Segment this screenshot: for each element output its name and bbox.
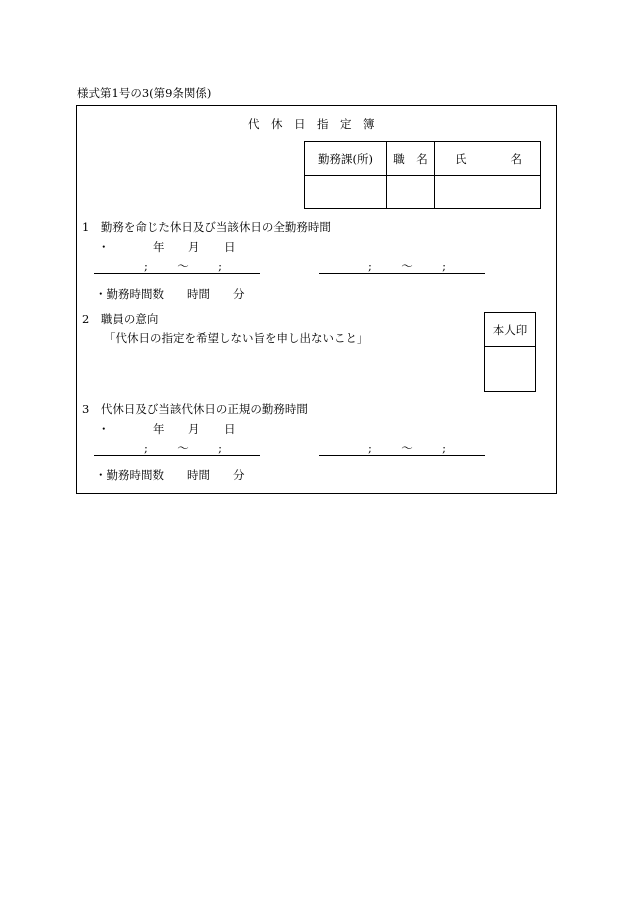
- time-tilde: 〜: [401, 441, 413, 455]
- form-title: 代 休 日 指 定 簿: [248, 117, 375, 131]
- section3-bullet: ・: [98, 422, 110, 436]
- time-colon: ;: [442, 441, 446, 455]
- section3-heading: 3 代休日及び当該代休日の正規の勤務時間: [82, 402, 308, 416]
- section1-bullet: ・: [98, 240, 110, 254]
- name-header-a: 氏: [455, 151, 467, 166]
- section3-time-line-right[interactable]: [319, 455, 485, 456]
- time-colon: ;: [442, 259, 446, 273]
- section3-time-range-left: [144, 443, 222, 455]
- section1-time-line-right[interactable]: [319, 273, 485, 274]
- name-header-b: 名: [510, 151, 522, 166]
- form-number-label: 様式第1号の3(第9条関係): [77, 86, 212, 100]
- section3-year: 年: [153, 422, 165, 436]
- time-tilde: 〜: [177, 259, 189, 273]
- section1-year: 年: [153, 240, 165, 254]
- section3-hours-line: ・勤務時間数 時間 分: [95, 468, 245, 482]
- time-colon: ;: [218, 441, 222, 455]
- section3-month: 月: [188, 422, 200, 436]
- section2-heading: 2 職員の意向: [82, 312, 159, 326]
- time-colon: ;: [144, 259, 148, 273]
- seal-label: 本人印: [485, 313, 535, 347]
- section1-time-range-left: [144, 261, 222, 273]
- section3-time-line-left[interactable]: [94, 455, 260, 456]
- time-tilde: 〜: [401, 259, 413, 273]
- time-colon: ;: [368, 441, 372, 455]
- time-tilde: 〜: [177, 441, 189, 455]
- time-colon: ;: [368, 259, 372, 273]
- section1-hours-line: ・勤務時間数 時間 分: [95, 287, 245, 301]
- time-colon: ;: [218, 259, 222, 273]
- employee-info-table: [304, 141, 541, 209]
- dept-field[interactable]: [305, 176, 387, 209]
- position-field[interactable]: [387, 176, 435, 209]
- position-header: 職 名: [387, 142, 435, 176]
- name-field[interactable]: [435, 176, 541, 209]
- section3-day: 日: [224, 422, 236, 436]
- section1-heading: 1 勤務を命じた休日及び当該休日の全勤務時間: [82, 220, 331, 234]
- section1-time-line-left[interactable]: [94, 273, 260, 274]
- section1-day: 日: [224, 240, 236, 254]
- time-colon: ;: [144, 441, 148, 455]
- section3-time-range-right: [368, 443, 446, 455]
- dept-header: 勤務課(所): [305, 142, 387, 176]
- name-header: [435, 142, 541, 176]
- section1-time-range-right: [368, 261, 446, 273]
- section1-month: 月: [188, 240, 200, 254]
- section2-statement: 「代休日の指定を希望しない旨を申し出ないこと」: [104, 331, 369, 345]
- seal-box[interactable]: [484, 312, 536, 392]
